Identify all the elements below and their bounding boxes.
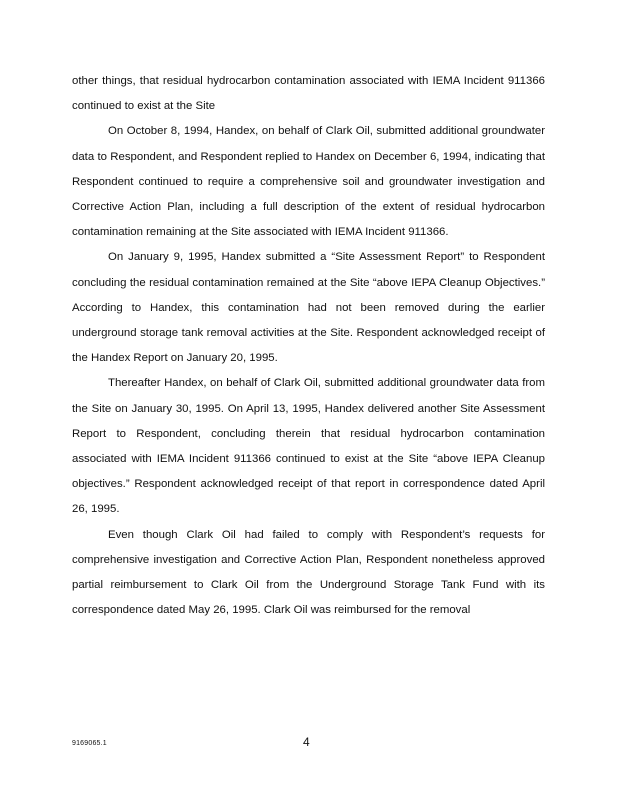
paragraph-january-1995: On January 9, 1995, Handex submitted a “Site Assessment Report” to Respondent concluding the residual contamination remained at the Site “above IEPA Cleanup Objectives.” According to Handex, this contamination had not been removed during the earlier underground storage tank removal activities at the Site. Respondent acknowledged receipt of the Handex Report on January 20, 1995. bbox=[72, 251, 545, 365]
paragraph-april-1995: Thereafter Handex, on behalf of Clark Oil, submitted additional groundwater data from the Site on January 30, 1995. On April 13, 1995, Handex delivered another Site Assessment Report to Respondent, concluding therein that residual hydrocarbon contamination associated with IEMA Incident 911366 continued to exist at the Site “above IEPA Cleanup objectives.” Respondent acknowledged receipt of that report in correspondence dated April 26, 1995. bbox=[72, 377, 545, 516]
page-number: 4 bbox=[303, 735, 310, 749]
body-text bbox=[72, 69, 545, 623]
paragraph-october-1994: On October 8, 1994, Handex, on behalf of Clark Oil, submitted additional groundwater data to Respondent, and Respondent replied to Handex on December 6, 1994, indicating that Respondent continued to require a comprehensive soil and groundwater investigation and Corrective Action Plan, including a full description of the extent of residual hydrocarbon contamination remaining at the Site associated with IEMA Incident 911366. bbox=[72, 125, 545, 239]
paragraph-reimbursement: Even though Clark Oil had failed to comply with Respondent’s requests for comprehensive investigation and Corrective Action Plan, Respondent nonetheless approved partial reimbursement to Clark Oil from the Underground Storage Tank Fund with its correspondence dated May 26, 1995. Clark Oil was reimbursed for the removal bbox=[72, 528, 545, 617]
paragraph-continuation: other things, that residual hydrocarbon contamination associated with IEMA Incident 911366 continued to exist at the Site bbox=[72, 75, 545, 113]
footer-document-id: 9169065.1 bbox=[72, 740, 107, 747]
